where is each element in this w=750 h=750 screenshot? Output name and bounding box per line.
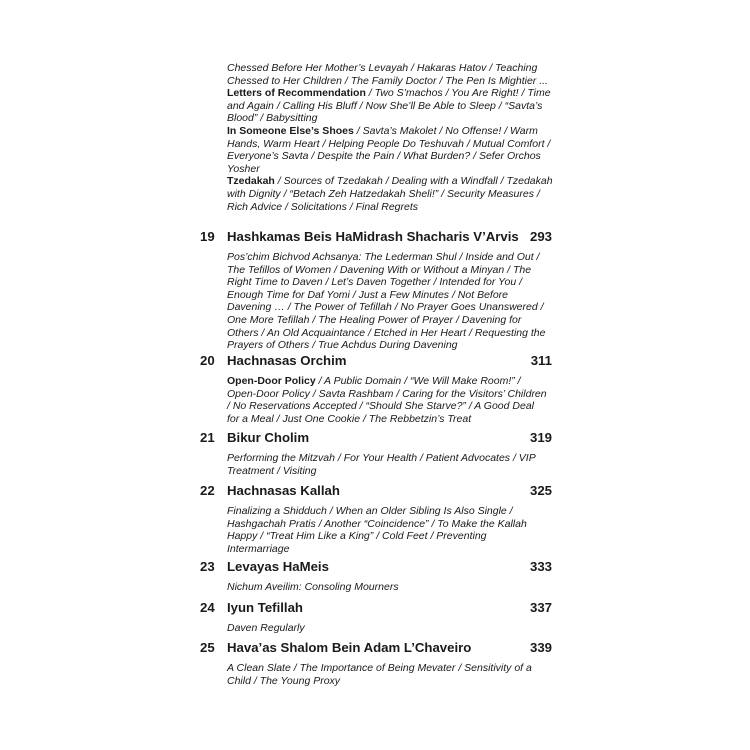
section-items: Daven Regularly: [227, 622, 305, 634]
section-items: Chessed Before Her Mother’s Levayah / Hakaras Hatov / Teaching Chessed to Her Children / The Family Doctor / The Pen Is Mightier ...: [227, 62, 548, 87]
section-items: / Savta’s Makolet / No Offense! / Warm Hands, Warm Heart / Helping People Do Teshuvah / Mutual Comfort / Everyone’s Savta / Despite the Pain / What Burden? / Sefer Orchos Yosher: [227, 124, 551, 175]
chapter-title: Bikur Cholim: [227, 430, 310, 445]
chapter-18-continuation: [227, 62, 557, 213]
section-heading: In Someone Else’s Shoes: [227, 124, 354, 137]
section-items: Performing the Mitzvah / For Your Health / Patient Advocates / VIP Treatment / Visiting: [227, 452, 536, 477]
chapter-heading: [200, 352, 552, 370]
chapter-sections: [227, 251, 549, 352]
chapter-22: [200, 482, 552, 555]
chapter-title: Hachnasas Orchim: [227, 353, 347, 368]
chapter-heading: [200, 639, 552, 657]
chapter-page-number: 333: [529, 559, 552, 574]
chapter-heading: [200, 228, 552, 246]
chapter-sections: [227, 505, 549, 555]
chapter-heading: [200, 599, 552, 617]
chapter-page-number: 311: [530, 353, 552, 368]
chapter-heading: [200, 482, 552, 500]
section-heading: Tzedakah: [227, 175, 275, 188]
chapter-number: 23: [200, 559, 215, 574]
chapter-title: Iyun Tefillah: [227, 600, 303, 615]
section-group: [227, 62, 557, 87]
chapter-title: Hashkamas Beis HaMidrash Shacharis V’Arvis: [227, 229, 519, 244]
chapter-title: Levayas HaMeis: [227, 559, 329, 574]
chapter-sections: [227, 452, 549, 477]
chapter-page-number: 319: [529, 430, 552, 445]
chapter-21: [200, 429, 552, 477]
section-heading: Open-Door Policy: [227, 375, 316, 387]
chapter-page-number: 339: [529, 640, 552, 655]
chapter-20: [200, 352, 552, 425]
section-items: / A Public Domain / “We Will Make Room!” / Open-Door Policy / Savta Rashbam / Caring for the Visitors’ Children / No Reservations Accepted / “Should She Starve?” / A Good Deal for a Meal / Just One Cookie / The Rebbetzin’s Treat: [227, 375, 547, 425]
section-items: / Sources of Tzedakah / Dealing with a Windfall / Tzedakah with Dignity / “Betach Zeh Hatzedakah Sheli!” / Security Measures / Rich Advice / Solicitations / Final Regrets: [227, 175, 553, 213]
chapter-sections: [227, 622, 549, 635]
chapter-sections: [227, 375, 549, 425]
chapter-24: [200, 599, 552, 635]
section-group: [227, 125, 557, 175]
chapter-number: 21: [200, 430, 215, 445]
chapter-heading: [200, 429, 552, 447]
section-group: [227, 175, 557, 213]
chapter-sections: [227, 581, 549, 594]
chapter-heading: [200, 558, 552, 576]
chapter-page-number: 293: [529, 229, 552, 244]
section-items: Pos’chim Bichvod Achsanya: The Lederman Shul / Inside and Out / The Tefillos of Women / Davening With or Without a Minyan / The Right Time to Daven / Let’s Daven Together / Intended for You / Enough Time for Daf Yomi / Just a Few Minutes / Not Before Davening … / The Power of Tefillah / No Prayer Goes Unanswered / One More Tefillah / The Healing Power of Prayer / Davening for Others / An Old Acquaintance / Etched in Her Heart / Requesting the Prayers of Others / True Achdus During Davening: [227, 251, 546, 352]
section-items: Nichum Aveilim: Consoling Mourners: [227, 581, 399, 593]
section-items: Finalizing a Shidduch / When an Older Sibling Is Also Single / Hashgachah Pratis / Another “Coincidence” / To Make the Kallah Happy / “Treat Him Like a King” / Cold Feet / Preventing Intermarriage: [227, 505, 527, 555]
chapter-page-number: 337: [529, 600, 552, 615]
chapter-title: Hachnasas Kallah: [227, 483, 340, 498]
section-group: [227, 87, 557, 125]
chapter-23: [200, 558, 552, 594]
chapter-19: [200, 228, 552, 352]
chapter-number: 25: [200, 640, 215, 655]
section-items: / Two S’machos / You Are Right! / Time and Again / Calling His Bluff / Now She’ll Be Able to Sleep / “Savta’s Blood” / Babysitting: [227, 87, 551, 125]
chapter-number: 22: [200, 483, 215, 498]
chapter-number: 24: [200, 600, 215, 615]
section-items: A Clean Slate / The Importance of Being Mevater / Sensitivity of a Child / The Young Proxy: [227, 662, 532, 687]
section-heading: Letters of Recommendation: [227, 87, 366, 100]
chapter-title: Hava’as Shalom Bein Adam L’Chaveiro: [227, 640, 472, 655]
chapter-number: 20: [200, 353, 215, 368]
chapter-number: 19: [200, 229, 215, 244]
chapter-page-number: 325: [529, 483, 552, 498]
chapter-sections: [227, 662, 549, 687]
chapter-25: [200, 639, 552, 687]
